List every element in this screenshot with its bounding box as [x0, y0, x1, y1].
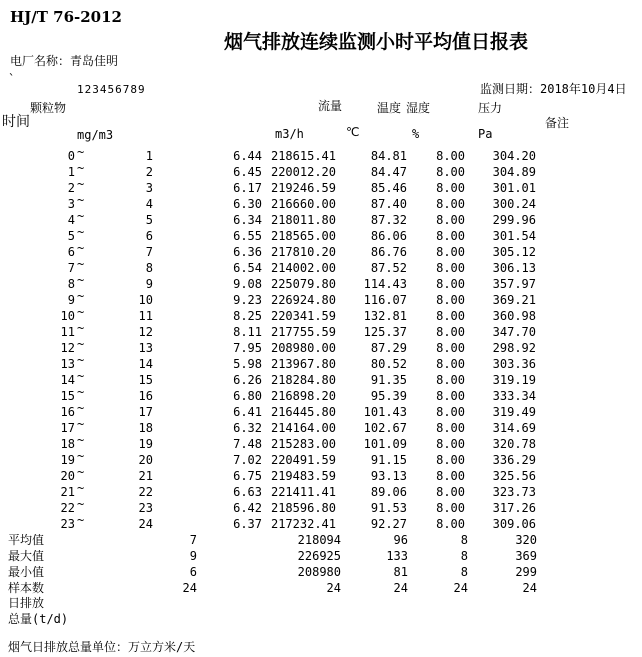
hour-start: 11 [60, 325, 75, 339]
summary-dust-value: 7 [189, 533, 197, 547]
tilde-separator: ~ [77, 209, 85, 223]
flow-value: 221411.41 [270, 485, 336, 499]
hour-start: 7 [67, 261, 75, 275]
humidity-value: 8.00 [436, 245, 465, 259]
humidity-value: 8.00 [436, 165, 465, 179]
hour-start: 17 [60, 421, 75, 435]
humidity-value: 8.00 [436, 229, 465, 243]
hour-end: 20 [138, 453, 153, 467]
pressure-value: 369.21 [492, 293, 536, 307]
hour-start: 10 [60, 309, 75, 323]
dust-value: 6.36 [233, 245, 262, 259]
tilde-separator: ~ [77, 417, 85, 431]
pressure-value: 300.24 [492, 197, 536, 211]
table-row [0, 209, 642, 228]
dust-value: 6.37 [233, 517, 262, 531]
unit-humidity: % [412, 127, 420, 141]
humidity-value: 8.00 [436, 389, 465, 403]
tilde-separator: ~ [77, 353, 85, 367]
humidity-value: 8.00 [436, 341, 465, 355]
temperature-value: 80.52 [370, 357, 407, 371]
table-row [0, 497, 642, 516]
table-row [0, 481, 642, 500]
dust-value: 6.26 [233, 373, 262, 387]
unit-temperature: ℃ [346, 125, 360, 139]
summary-pressure-value: 320 [515, 533, 537, 547]
dust-value: 6.54 [233, 261, 262, 275]
hour-end: 19 [138, 437, 153, 451]
pressure-value: 347.70 [492, 325, 536, 339]
footer-note: 烟气日排放总量单位：万立方米/天 [8, 640, 196, 654]
column-header-dust: 颗粒物 [30, 101, 67, 115]
dust-value: 9.23 [233, 293, 262, 307]
hour-end: 5 [145, 213, 153, 227]
summary-temperature-value: 24 [393, 581, 408, 595]
flow-value: 216898.20 [270, 389, 336, 403]
pressure-value: 325.56 [492, 469, 536, 483]
dust-value: 6.45 [233, 165, 262, 179]
column-header-time: 时间 [2, 114, 30, 130]
column-header-pressure: 压力 [478, 101, 503, 115]
temperature-value: 87.40 [370, 197, 407, 211]
pressure-value: 320.78 [492, 437, 536, 451]
pressure-value: 306.13 [492, 261, 536, 275]
hour-start: 15 [60, 389, 75, 403]
flow-value: 225079.80 [270, 277, 336, 291]
hour-end: 23 [138, 501, 153, 515]
flow-value: 218284.80 [270, 373, 336, 387]
pressure-value: 314.69 [492, 421, 536, 435]
tilde-separator: ~ [77, 481, 85, 495]
summary-label: 最大值 [8, 549, 45, 563]
hour-start: 20 [60, 469, 75, 483]
pressure-value: 304.20 [492, 149, 536, 163]
flow-value: 216660.00 [270, 197, 336, 211]
dust-value: 6.17 [233, 181, 262, 195]
pressure-value: 333.34 [492, 389, 536, 403]
temperature-value: 87.29 [370, 341, 407, 355]
page-title: 烟气排放连续监测小时平均值日报表 [223, 31, 528, 53]
summary-flow-value: 208980 [297, 565, 341, 579]
dust-value: 6.63 [233, 485, 262, 499]
hour-start: 9 [67, 293, 75, 307]
summary-row [0, 532, 642, 548]
table-row [0, 321, 642, 340]
hour-end: 2 [145, 165, 153, 179]
hour-start: 21 [60, 485, 75, 499]
tilde-separator: ~ [77, 241, 85, 255]
hour-start: 22 [60, 501, 75, 515]
hour-start: 5 [67, 229, 75, 243]
summary-row [0, 548, 642, 564]
dust-value: 5.98 [233, 357, 262, 371]
hour-start: 1 [67, 165, 75, 179]
pressure-value: 317.26 [492, 501, 536, 515]
flow-value: 218565.00 [270, 229, 336, 243]
flow-value: 220341.59 [270, 309, 336, 323]
hour-end: 9 [145, 277, 153, 291]
temperature-value: 86.06 [370, 229, 407, 243]
humidity-value: 8.00 [436, 213, 465, 227]
table-row [0, 305, 642, 324]
humidity-value: 8.00 [436, 309, 465, 323]
humidity-value: 8.00 [436, 293, 465, 307]
temperature-value: 101.43 [363, 405, 407, 419]
summary-temperature-value: 81 [393, 565, 408, 579]
summary-pressure-value: 369 [515, 549, 537, 563]
dust-value: 7.48 [233, 437, 262, 451]
temperature-value: 84.81 [370, 149, 407, 163]
pressure-value: 323.73 [492, 485, 536, 499]
hour-end: 1 [145, 149, 153, 163]
flow-value: 219246.59 [270, 181, 336, 195]
tilde-separator: ~ [77, 321, 85, 335]
hour-end: 4 [145, 197, 153, 211]
humidity-value: 8.00 [436, 469, 465, 483]
hour-end: 24 [138, 517, 153, 531]
flow-value: 226924.80 [270, 293, 336, 307]
hour-end: 16 [138, 389, 153, 403]
table-row [0, 513, 642, 532]
humidity-value: 8.00 [436, 261, 465, 275]
flow-value: 217232.41 [270, 517, 336, 531]
table-row [0, 225, 642, 244]
table-row [0, 417, 642, 436]
table-row [0, 193, 642, 212]
summary-flow-value: 226925 [297, 549, 341, 563]
humidity-value: 8.00 [436, 485, 465, 499]
dust-value: 6.75 [233, 469, 262, 483]
tilde-separator: ~ [77, 465, 85, 479]
temperature-value: 85.46 [370, 181, 407, 195]
humidity-value: 8.00 [436, 181, 465, 195]
temperature-value: 125.37 [363, 325, 407, 339]
summary-humidity-value: 24 [453, 581, 468, 595]
hour-start: 13 [60, 357, 75, 371]
temperature-value: 86.76 [370, 245, 407, 259]
humidity-value: 8.00 [436, 373, 465, 387]
summary-temperature-value: 133 [386, 549, 408, 563]
table-row [0, 433, 642, 452]
table-row [0, 369, 642, 388]
summary-label: 平均值 [8, 533, 45, 547]
tilde-separator: ~ [77, 337, 85, 351]
hour-start: 23 [60, 517, 75, 531]
humidity-value: 8.00 [436, 517, 465, 531]
pressure-value: 298.92 [492, 341, 536, 355]
summary-humidity-value: 8 [460, 565, 468, 579]
flow-value: 218011.80 [270, 213, 336, 227]
table-row [0, 449, 642, 468]
hour-start: 19 [60, 453, 75, 467]
flow-value: 220012.20 [270, 165, 336, 179]
summary-row [0, 564, 642, 580]
column-header-remark: 备注 [545, 116, 570, 130]
table-row [0, 385, 642, 404]
dust-value: 9.08 [233, 277, 262, 291]
summary-label: 最小值 [8, 565, 45, 579]
flow-value: 220491.59 [270, 453, 336, 467]
dust-value: 7.02 [233, 453, 262, 467]
flow-value: 218615.41 [270, 149, 336, 163]
tilde-separator: ~ [77, 145, 85, 159]
unit-dust: mg/m3 [77, 128, 114, 142]
hour-start: 0 [67, 149, 75, 163]
pressure-value: 319.49 [492, 405, 536, 419]
table-row [0, 289, 642, 308]
hour-end: 10 [138, 293, 153, 307]
table-row [0, 465, 642, 484]
tilde-separator: ~ [77, 177, 85, 191]
humidity-value: 8.00 [436, 501, 465, 515]
dust-value: 6.55 [233, 229, 262, 243]
flow-value: 214002.00 [270, 261, 336, 275]
unit-flow: m3/h [275, 127, 304, 141]
tilde-separator: ~ [77, 401, 85, 415]
table-row [0, 145, 642, 164]
hour-end: 14 [138, 357, 153, 371]
dust-value: 6.41 [233, 405, 262, 419]
flow-value: 208980.00 [270, 341, 336, 355]
pressure-value: 304.89 [492, 165, 536, 179]
tilde-separator: ~ [77, 161, 85, 175]
humidity-value: 8.00 [436, 421, 465, 435]
tilde-separator: ~ [77, 497, 85, 511]
summary-row [0, 580, 642, 596]
standard-code: HJ/T 76-2012 [10, 8, 122, 26]
hour-start: 4 [67, 213, 75, 227]
hour-start: 2 [67, 181, 75, 195]
tilde-separator: ~ [77, 449, 85, 463]
pressure-value: 336.29 [492, 453, 536, 467]
pressure-value: 319.19 [492, 373, 536, 387]
summary-temperature-value: 96 [393, 533, 408, 547]
hour-start: 3 [67, 197, 75, 211]
dust-value: 6.44 [233, 149, 262, 163]
tilde-separator: ~ [77, 193, 85, 207]
pressure-value: 303.36 [492, 357, 536, 371]
hour-start: 16 [60, 405, 75, 419]
temperature-value: 132.81 [363, 309, 407, 323]
table-row [0, 161, 642, 180]
temperature-value: 101.09 [363, 437, 407, 451]
table-row [0, 257, 642, 276]
humidity-value: 8.00 [436, 405, 465, 419]
hour-start: 6 [67, 245, 75, 259]
temperature-value: 84.47 [370, 165, 407, 179]
hour-start: 18 [60, 437, 75, 451]
temperature-value: 114.43 [363, 277, 407, 291]
temperature-value: 91.15 [370, 453, 407, 467]
unit-pressure: Pa [478, 127, 493, 141]
humidity-value: 8.00 [436, 197, 465, 211]
summary-dust-value: 9 [189, 549, 197, 563]
summary-humidity-value: 8 [460, 549, 468, 563]
tilde-separator: ~ [77, 513, 85, 527]
summary-pressure-value: 299 [515, 565, 537, 579]
pressure-value: 357.97 [492, 277, 536, 291]
hour-end: 7 [145, 245, 153, 259]
hour-end: 6 [145, 229, 153, 243]
flow-value: 216445.80 [270, 405, 336, 419]
hour-end: 3 [145, 181, 153, 195]
table-row [0, 177, 642, 196]
hour-end: 13 [138, 341, 153, 355]
flow-value: 217810.20 [270, 245, 336, 259]
tilde-separator: ~ [77, 433, 85, 447]
table-row [0, 401, 642, 420]
dust-value: 6.42 [233, 501, 262, 515]
dust-value: 6.30 [233, 197, 262, 211]
dust-value: 6.34 [233, 213, 262, 227]
table-row [0, 353, 642, 372]
temperature-value: 87.52 [370, 261, 407, 275]
summary-flow-value: 24 [326, 581, 341, 595]
hour-end: 18 [138, 421, 153, 435]
stray-mark: ` [8, 72, 16, 86]
hour-end: 21 [138, 469, 153, 483]
hour-start: 8 [67, 277, 75, 291]
flow-value: 218596.80 [270, 501, 336, 515]
humidity-value: 8.00 [436, 357, 465, 371]
daily-emission-label-line2: 总量(t/d) [8, 612, 69, 626]
flow-value: 217755.59 [270, 325, 336, 339]
summary-humidity-value: 8 [460, 533, 468, 547]
pressure-value: 301.54 [492, 229, 536, 243]
hour-start: 12 [60, 341, 75, 355]
humidity-value: 8.00 [436, 149, 465, 163]
pressure-value: 309.06 [492, 517, 536, 531]
table-row [0, 337, 642, 356]
summary-flow-value: 218094 [297, 533, 341, 547]
plant-name: 电厂名称：青岛佳明 [10, 54, 119, 68]
dust-value: 6.32 [233, 421, 262, 435]
serial-number: 123456789 [77, 83, 146, 96]
hour-end: 22 [138, 485, 153, 499]
tilde-separator: ~ [77, 369, 85, 383]
flow-value: 214164.00 [270, 421, 336, 435]
summary-dust-value: 6 [189, 565, 197, 579]
pressure-value: 305.12 [492, 245, 536, 259]
temperature-value: 91.53 [370, 501, 407, 515]
daily-emission-label-line1: 日排放 [8, 596, 45, 610]
tilde-separator: ~ [77, 385, 85, 399]
humidity-value: 8.00 [436, 277, 465, 291]
pressure-value: 360.98 [492, 309, 536, 323]
humidity-value: 8.00 [436, 453, 465, 467]
temperature-value: 91.35 [370, 373, 407, 387]
table-row [0, 273, 642, 292]
tilde-separator: ~ [77, 289, 85, 303]
humidity-value: 8.00 [436, 437, 465, 451]
flow-value: 215283.00 [270, 437, 336, 451]
pressure-value: 301.01 [492, 181, 536, 195]
dust-value: 7.95 [233, 341, 262, 355]
humidity-value: 8.00 [436, 325, 465, 339]
temperature-value: 92.27 [370, 517, 407, 531]
hour-end: 17 [138, 405, 153, 419]
table-row [0, 241, 642, 260]
dust-value: 6.80 [233, 389, 262, 403]
column-header-humidity: 湿度 [406, 101, 431, 115]
hour-end: 15 [138, 373, 153, 387]
tilde-separator: ~ [77, 257, 85, 271]
column-header-flow: 流量 [318, 99, 343, 113]
summary-label: 样本数 [8, 581, 45, 595]
dust-value: 8.11 [233, 325, 262, 339]
hour-end: 11 [138, 309, 153, 323]
temperature-value: 87.32 [370, 213, 407, 227]
hour-end: 12 [138, 325, 153, 339]
hour-start: 14 [60, 373, 75, 387]
temperature-value: 93.13 [370, 469, 407, 483]
hour-end: 8 [145, 261, 153, 275]
tilde-separator: ~ [77, 225, 85, 239]
dust-value: 8.25 [233, 309, 262, 323]
pressure-value: 299.96 [492, 213, 536, 227]
temperature-value: 116.07 [363, 293, 407, 307]
temperature-value: 89.06 [370, 485, 407, 499]
flow-value: 213967.80 [270, 357, 336, 371]
column-header-temperature: 温度 [377, 101, 402, 115]
summary-pressure-value: 24 [522, 581, 537, 595]
summary-dust-value: 24 [182, 581, 197, 595]
monitor-date: 监测日期：2018年10月4日 [480, 82, 627, 96]
temperature-value: 102.67 [363, 421, 407, 435]
temperature-value: 95.39 [370, 389, 407, 403]
flow-value: 219483.59 [270, 469, 336, 483]
tilde-separator: ~ [77, 273, 85, 287]
tilde-separator: ~ [77, 305, 85, 319]
